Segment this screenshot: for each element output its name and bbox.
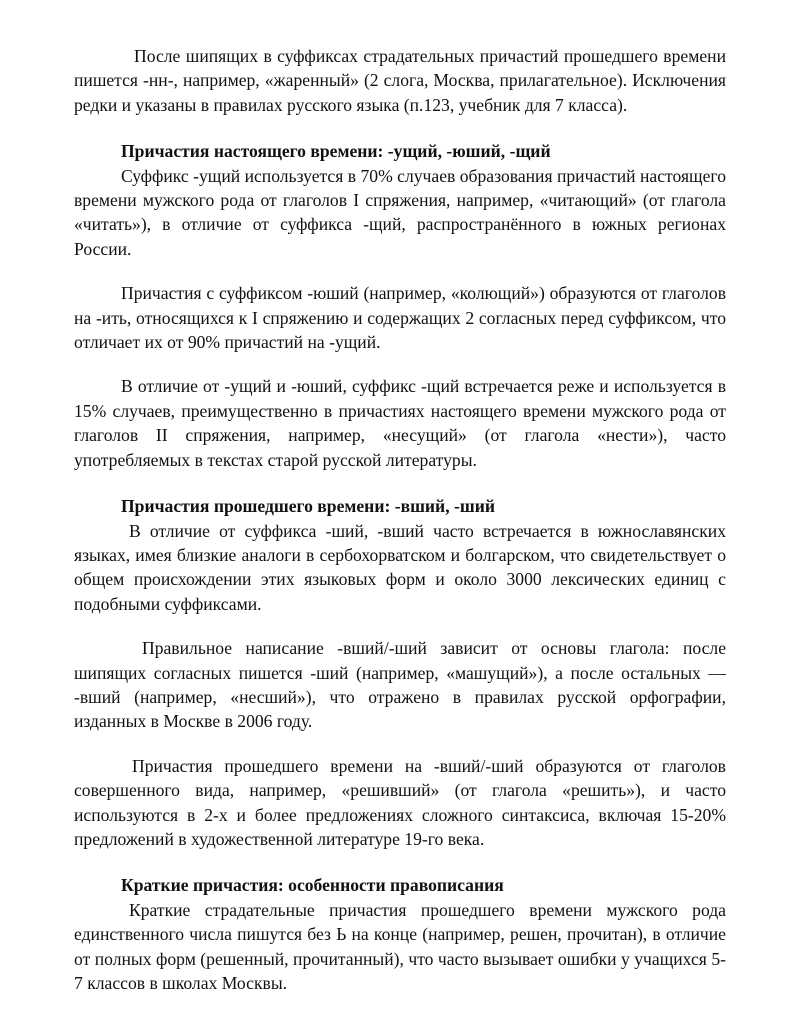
heading-present-participles: Причастия настоящего времени: -ущий, -юший, -щий <box>121 141 551 162</box>
spacer <box>74 261 726 281</box>
paragraph-yushiy-suffix: Причастия с суффиксом -юший (например, «колющий») образуются от глаголов на -ить, относящихся к I спряжению и содержащих 2 согласных перед суффиксом, что отличает их от 90% причастий на -ущий. <box>74 283 726 353</box>
spacer <box>74 616 726 636</box>
paragraph-perfective-verbs: Причастия прошедшего времени на -вший/-ший образуются от глаголов совершенного вида, например, «решивший» (от глагола «решить»), и часто используются в 2-х и более предложениях сложного синтаксиса, включая 15-20% предложений в художественной литературе 19-го века. <box>74 755 726 849</box>
heading-past-participles: Причастия прошедшего времени: -вший, -ший <box>121 496 495 517</box>
spacer <box>74 851 726 873</box>
spacer <box>74 734 726 754</box>
spacer <box>74 472 726 494</box>
spacer <box>74 354 726 374</box>
paragraph-ushchiy-suffix: Суффикс -ущий используется в 70% случаев образования причастий настоящего времени мужского рода от глаголов I спряжения, например, «читающий» (от глагола «читать»), в отличие от суффикса -щий, распространённого в южных регионах России. <box>74 165 726 259</box>
document-page <box>74 44 726 995</box>
paragraph-spelling-rule: Правильное написание -вший/-ший зависит от основы глагола: после шипящих согласных пишется -ший (например, «машущий»), а после остальных — -вший (например, «несший»), что отражено в правилах русской орфографии, изданных в Москве в 2006 году. <box>74 638 726 732</box>
heading-short-participles: Краткие причастия: особенности правописания <box>121 875 504 896</box>
paragraph-nn-suffix: После шипящих в суффиксах страдательных причастий прошедшего времени пишется -нн-, например, «жаренный» (2 слога, Москва, прилагательное). Исключения редки и указаны в правилах русского языка (п.123, учебник для 7 класса). <box>74 46 726 115</box>
paragraph-south-slavic: В отличие от суффикса -ший, -вший часто встречается в южнославянских языках, имея близкие аналоги в сербохорватском и болгарском, что свидетельствует о общем происхождении этих языковых форм и около 3000 лексических единиц с подобными суффиксами. <box>74 520 726 614</box>
paragraph-shchiy-suffix: В отличие от -ущий и -юший, суффикс -щий встречается реже и используется в 15% случаев, преимущественно в причастиях настоящего времени мужского рода от глаголов II спряжения, например, «несущий» (от глагола «нести»), часто употребляемых в текстах старой русской литературы. <box>74 376 726 470</box>
paragraph-short-forms: Краткие страдательные причастия прошедшего времени мужского рода единственного числа пишутся без Ь на конце (например, решен, прочитан), в отличие от полных форм (решенный, прочитанный), что часто вызывает ошибки у учащихся 5-7 классов в школах Москвы. <box>74 899 726 993</box>
spacer <box>74 117 726 139</box>
